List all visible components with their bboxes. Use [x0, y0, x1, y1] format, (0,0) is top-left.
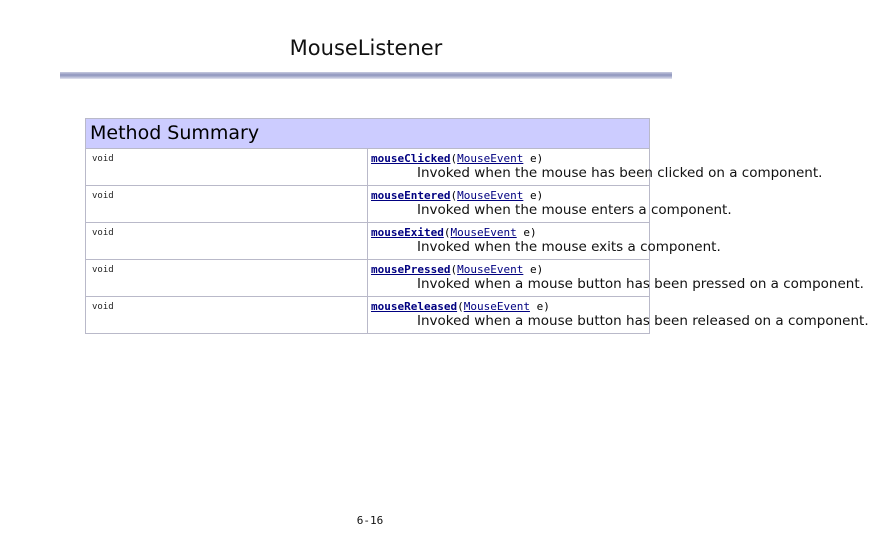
param-name: e) — [529, 300, 550, 313]
param-name: e) — [523, 263, 544, 276]
method-description: Invoked when a mouse button has been released on a component. — [417, 313, 869, 329]
table-row — [86, 149, 650, 186]
table-row — [86, 186, 650, 223]
return-type: void — [86, 186, 368, 223]
method-signature — [371, 189, 649, 202]
param-type-link[interactable]: MouseEvent — [457, 263, 524, 276]
return-type: void — [86, 297, 368, 334]
param-type-link[interactable]: MouseEvent — [457, 189, 524, 202]
return-type: void — [86, 149, 368, 186]
slide-title: MouseListener — [289, 36, 443, 60]
param-type-link[interactable]: MouseEvent — [457, 152, 524, 165]
paren-open: ( — [443, 226, 451, 239]
method-description: Invoked when a mouse button has been pressed on a component. — [417, 276, 864, 292]
param-type-link[interactable]: MouseEvent — [463, 300, 530, 313]
method-link-mouseentered[interactable]: mouseEntered — [371, 189, 451, 202]
method-cell — [368, 223, 721, 260]
method-signature — [371, 263, 649, 276]
method-summary-table — [85, 118, 869, 334]
param-type-link[interactable]: MouseEvent — [450, 226, 517, 239]
paren-open: ( — [457, 300, 464, 313]
method-signature — [371, 226, 649, 239]
table-row — [86, 260, 650, 297]
return-type: void — [86, 260, 368, 297]
method-signature — [371, 152, 649, 165]
method-description: Invoked when the mouse exits a component. — [417, 239, 721, 255]
param-name: e) — [523, 189, 544, 202]
page-number: 6-16 — [356, 514, 384, 527]
method-cell — [368, 297, 869, 334]
paren-open: ( — [450, 152, 458, 165]
paren-open: ( — [450, 263, 458, 276]
table-row — [86, 297, 650, 334]
method-cell — [368, 260, 864, 297]
table-row — [86, 223, 650, 260]
method-link-mousepressed[interactable]: mousePressed — [371, 263, 451, 276]
method-description: Invoked when the mouse has been clicked on a component. — [417, 165, 823, 181]
method-signature — [371, 300, 649, 313]
title-divider — [60, 72, 672, 79]
method-link-mouseexited[interactable]: mouseExited — [371, 226, 444, 239]
method-link-mousereleased[interactable]: mouseReleased — [371, 300, 458, 313]
method-link-mouseclicked[interactable]: mouseClicked — [371, 152, 451, 165]
param-name: e) — [516, 226, 537, 239]
paren-open: ( — [450, 189, 458, 202]
return-type: void — [86, 223, 368, 260]
method-summary-header: Method Summary — [86, 119, 650, 149]
param-name: e) — [523, 152, 544, 165]
method-description: Invoked when the mouse enters a component. — [417, 202, 732, 218]
method-cell — [368, 186, 732, 223]
method-cell — [368, 149, 823, 186]
